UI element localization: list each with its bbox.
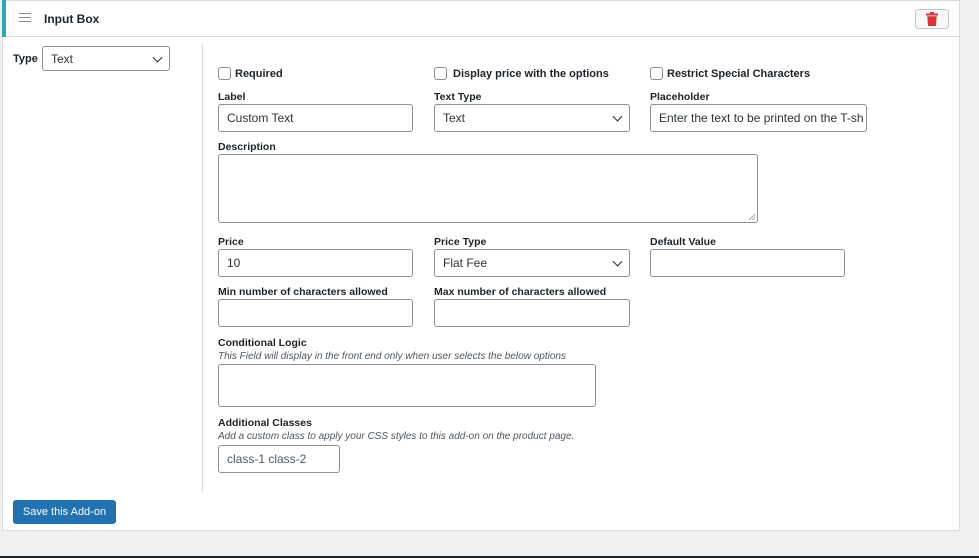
default-value-label: Default Value — [650, 236, 716, 248]
addon-title: Input Box — [44, 12, 100, 26]
save-addon-button[interactable]: Save this Add-on — [13, 500, 116, 524]
placeholder-label: Placeholder — [650, 91, 710, 103]
trash-icon — [926, 12, 938, 26]
placeholder-input-value: Enter the text to be printed on the T-sh — [659, 111, 864, 125]
drag-handle-icon[interactable] — [19, 13, 31, 22]
restrict-chars-option[interactable] — [650, 67, 810, 80]
max-chars-input[interactable] — [434, 299, 630, 327]
description-label: Description — [218, 141, 276, 153]
additional-classes-input[interactable] — [218, 445, 340, 473]
chevron-down-icon — [613, 257, 623, 267]
price-type-select-value: Flat Fee — [443, 256, 488, 270]
placeholder-input[interactable] — [650, 104, 867, 132]
resize-handle-icon[interactable] — [749, 214, 755, 220]
restrict-chars-checkbox[interactable] — [650, 67, 663, 80]
max-chars-label: Max number of characters allowed — [434, 286, 607, 298]
display-price-option[interactable] — [434, 67, 609, 80]
type-select[interactable] — [42, 46, 170, 71]
required-label: Required — [235, 67, 283, 80]
required-option[interactable] — [218, 67, 283, 80]
additional-classes-placeholder: class-1 class-2 — [227, 452, 307, 466]
display-price-checkbox[interactable] — [434, 67, 447, 80]
addon-header[interactable] — [6, 0, 959, 37]
label-field-label: Label — [218, 91, 246, 103]
label-input-value: Custom Text — [227, 111, 294, 125]
chevron-down-icon — [613, 112, 623, 122]
label-input[interactable] — [218, 104, 413, 132]
text-type-label: Text Type — [434, 91, 482, 103]
description-textarea[interactable] — [218, 154, 758, 223]
conditional-logic-help: This Field will display in the front end only when user selects the below options — [218, 351, 566, 362]
min-chars-input[interactable] — [218, 299, 413, 327]
type-select-value: Text — [51, 51, 74, 66]
additional-classes-help: Add a custom class to apply your CSS styles to this add-on on the product page. — [218, 431, 575, 442]
chevron-down-icon — [153, 52, 163, 62]
price-input[interactable] — [218, 249, 413, 277]
price-label: Price — [218, 236, 244, 248]
text-type-select-value: Text — [443, 111, 466, 125]
price-input-value: 10 — [227, 256, 241, 270]
required-checkbox[interactable] — [218, 67, 231, 80]
default-value-input[interactable] — [650, 249, 845, 277]
conditional-logic-box[interactable] — [218, 364, 596, 407]
price-type-select[interactable] — [434, 249, 630, 277]
column-divider — [202, 44, 203, 492]
type-label: Type — [13, 53, 38, 65]
text-type-select[interactable] — [434, 104, 630, 132]
additional-classes-label: Additional Classes — [218, 417, 312, 429]
price-type-label: Price Type — [434, 236, 487, 248]
restrict-chars-label: Restrict Special Characters — [667, 67, 811, 80]
display-price-label: Display price with the options — [453, 67, 609, 80]
min-chars-label: Min number of characters allowed — [218, 286, 388, 298]
conditional-logic-label: Conditional Logic — [218, 337, 307, 349]
delete-addon-button[interactable] — [915, 9, 949, 29]
